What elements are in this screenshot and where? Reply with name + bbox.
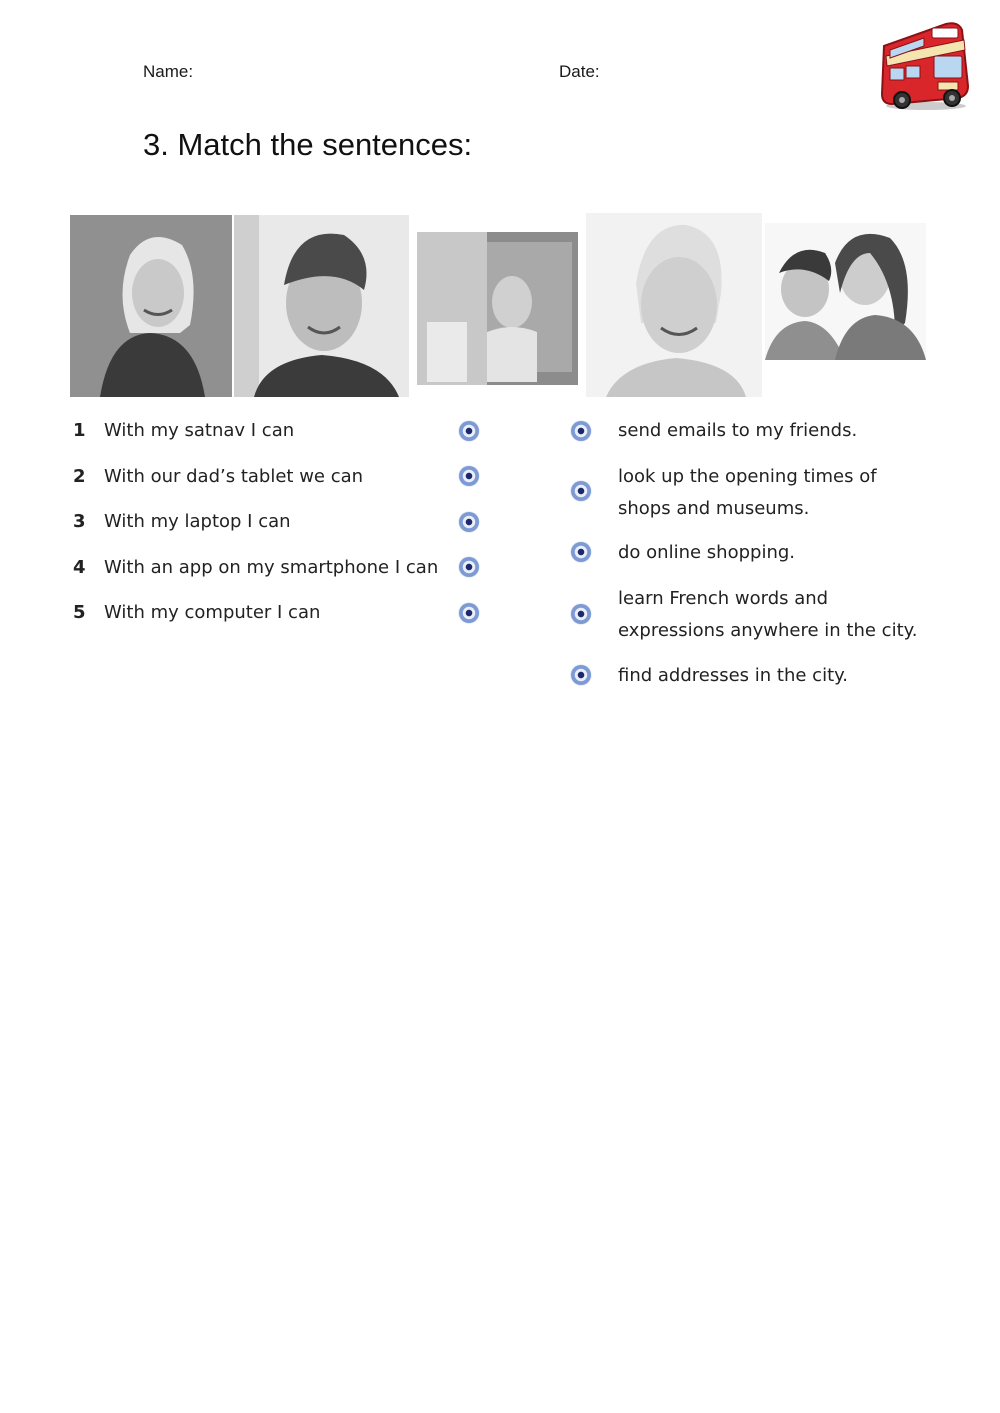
sentence-end-line: do online shopping. xyxy=(618,542,795,563)
sentence-end-line: look up the opening times of xyxy=(618,466,877,487)
sentence-end xyxy=(618,660,938,692)
match-dot-icon[interactable] xyxy=(459,466,479,486)
match-dot-icon[interactable] xyxy=(571,542,591,562)
sentence-start: With my satnav I can xyxy=(104,420,295,441)
item-number: 4 xyxy=(73,557,86,578)
list-item xyxy=(0,557,500,583)
match-dot-icon[interactable] xyxy=(459,421,479,441)
item-number: 3 xyxy=(73,511,86,532)
children-photo xyxy=(765,223,926,360)
sentence-start: With my laptop I can xyxy=(104,511,291,532)
sentence-end-line: learn French words and xyxy=(618,588,829,609)
match-dot-icon[interactable] xyxy=(459,512,479,532)
sentence-end-line: send emails to my friends. xyxy=(618,420,858,441)
sentence-start: With an app on my smartphone I can xyxy=(104,557,439,578)
woman-photo xyxy=(70,215,232,397)
match-dot-icon[interactable] xyxy=(571,604,591,624)
item-number: 2 xyxy=(73,466,86,487)
sentence-end xyxy=(618,583,938,647)
match-dot-icon[interactable] xyxy=(571,421,591,441)
date-label: Date: xyxy=(559,62,600,81)
list-item xyxy=(0,511,500,537)
driver-photo xyxy=(417,232,578,385)
young-woman-photo xyxy=(586,213,762,397)
name-label: Name: xyxy=(143,62,194,81)
item-number: 1 xyxy=(73,420,86,441)
sentence-end-line: find addresses in the city. xyxy=(618,665,848,686)
match-dot-icon[interactable] xyxy=(571,481,591,501)
red-double-decker-bus-icon xyxy=(876,16,972,112)
sentence-end-line: expressions anywhere in the city. xyxy=(618,620,918,641)
sentence-end xyxy=(618,537,938,569)
page-title: 3. Match the sentences: xyxy=(143,127,473,162)
sentence-end xyxy=(618,461,938,525)
list-item xyxy=(0,602,500,628)
sentence-start: With my computer I can xyxy=(104,602,321,623)
sentence-start: With our dad’s tablet we can xyxy=(104,466,364,487)
sentence-end xyxy=(618,415,938,447)
list-item xyxy=(0,466,500,492)
boy-photo xyxy=(234,215,409,397)
list-item xyxy=(0,420,500,446)
match-dot-icon[interactable] xyxy=(459,557,479,577)
match-dot-icon[interactable] xyxy=(459,603,479,623)
match-dot-icon[interactable] xyxy=(571,665,591,685)
item-number: 5 xyxy=(73,602,86,623)
sentence-end-line: shops and museums. xyxy=(618,498,810,519)
